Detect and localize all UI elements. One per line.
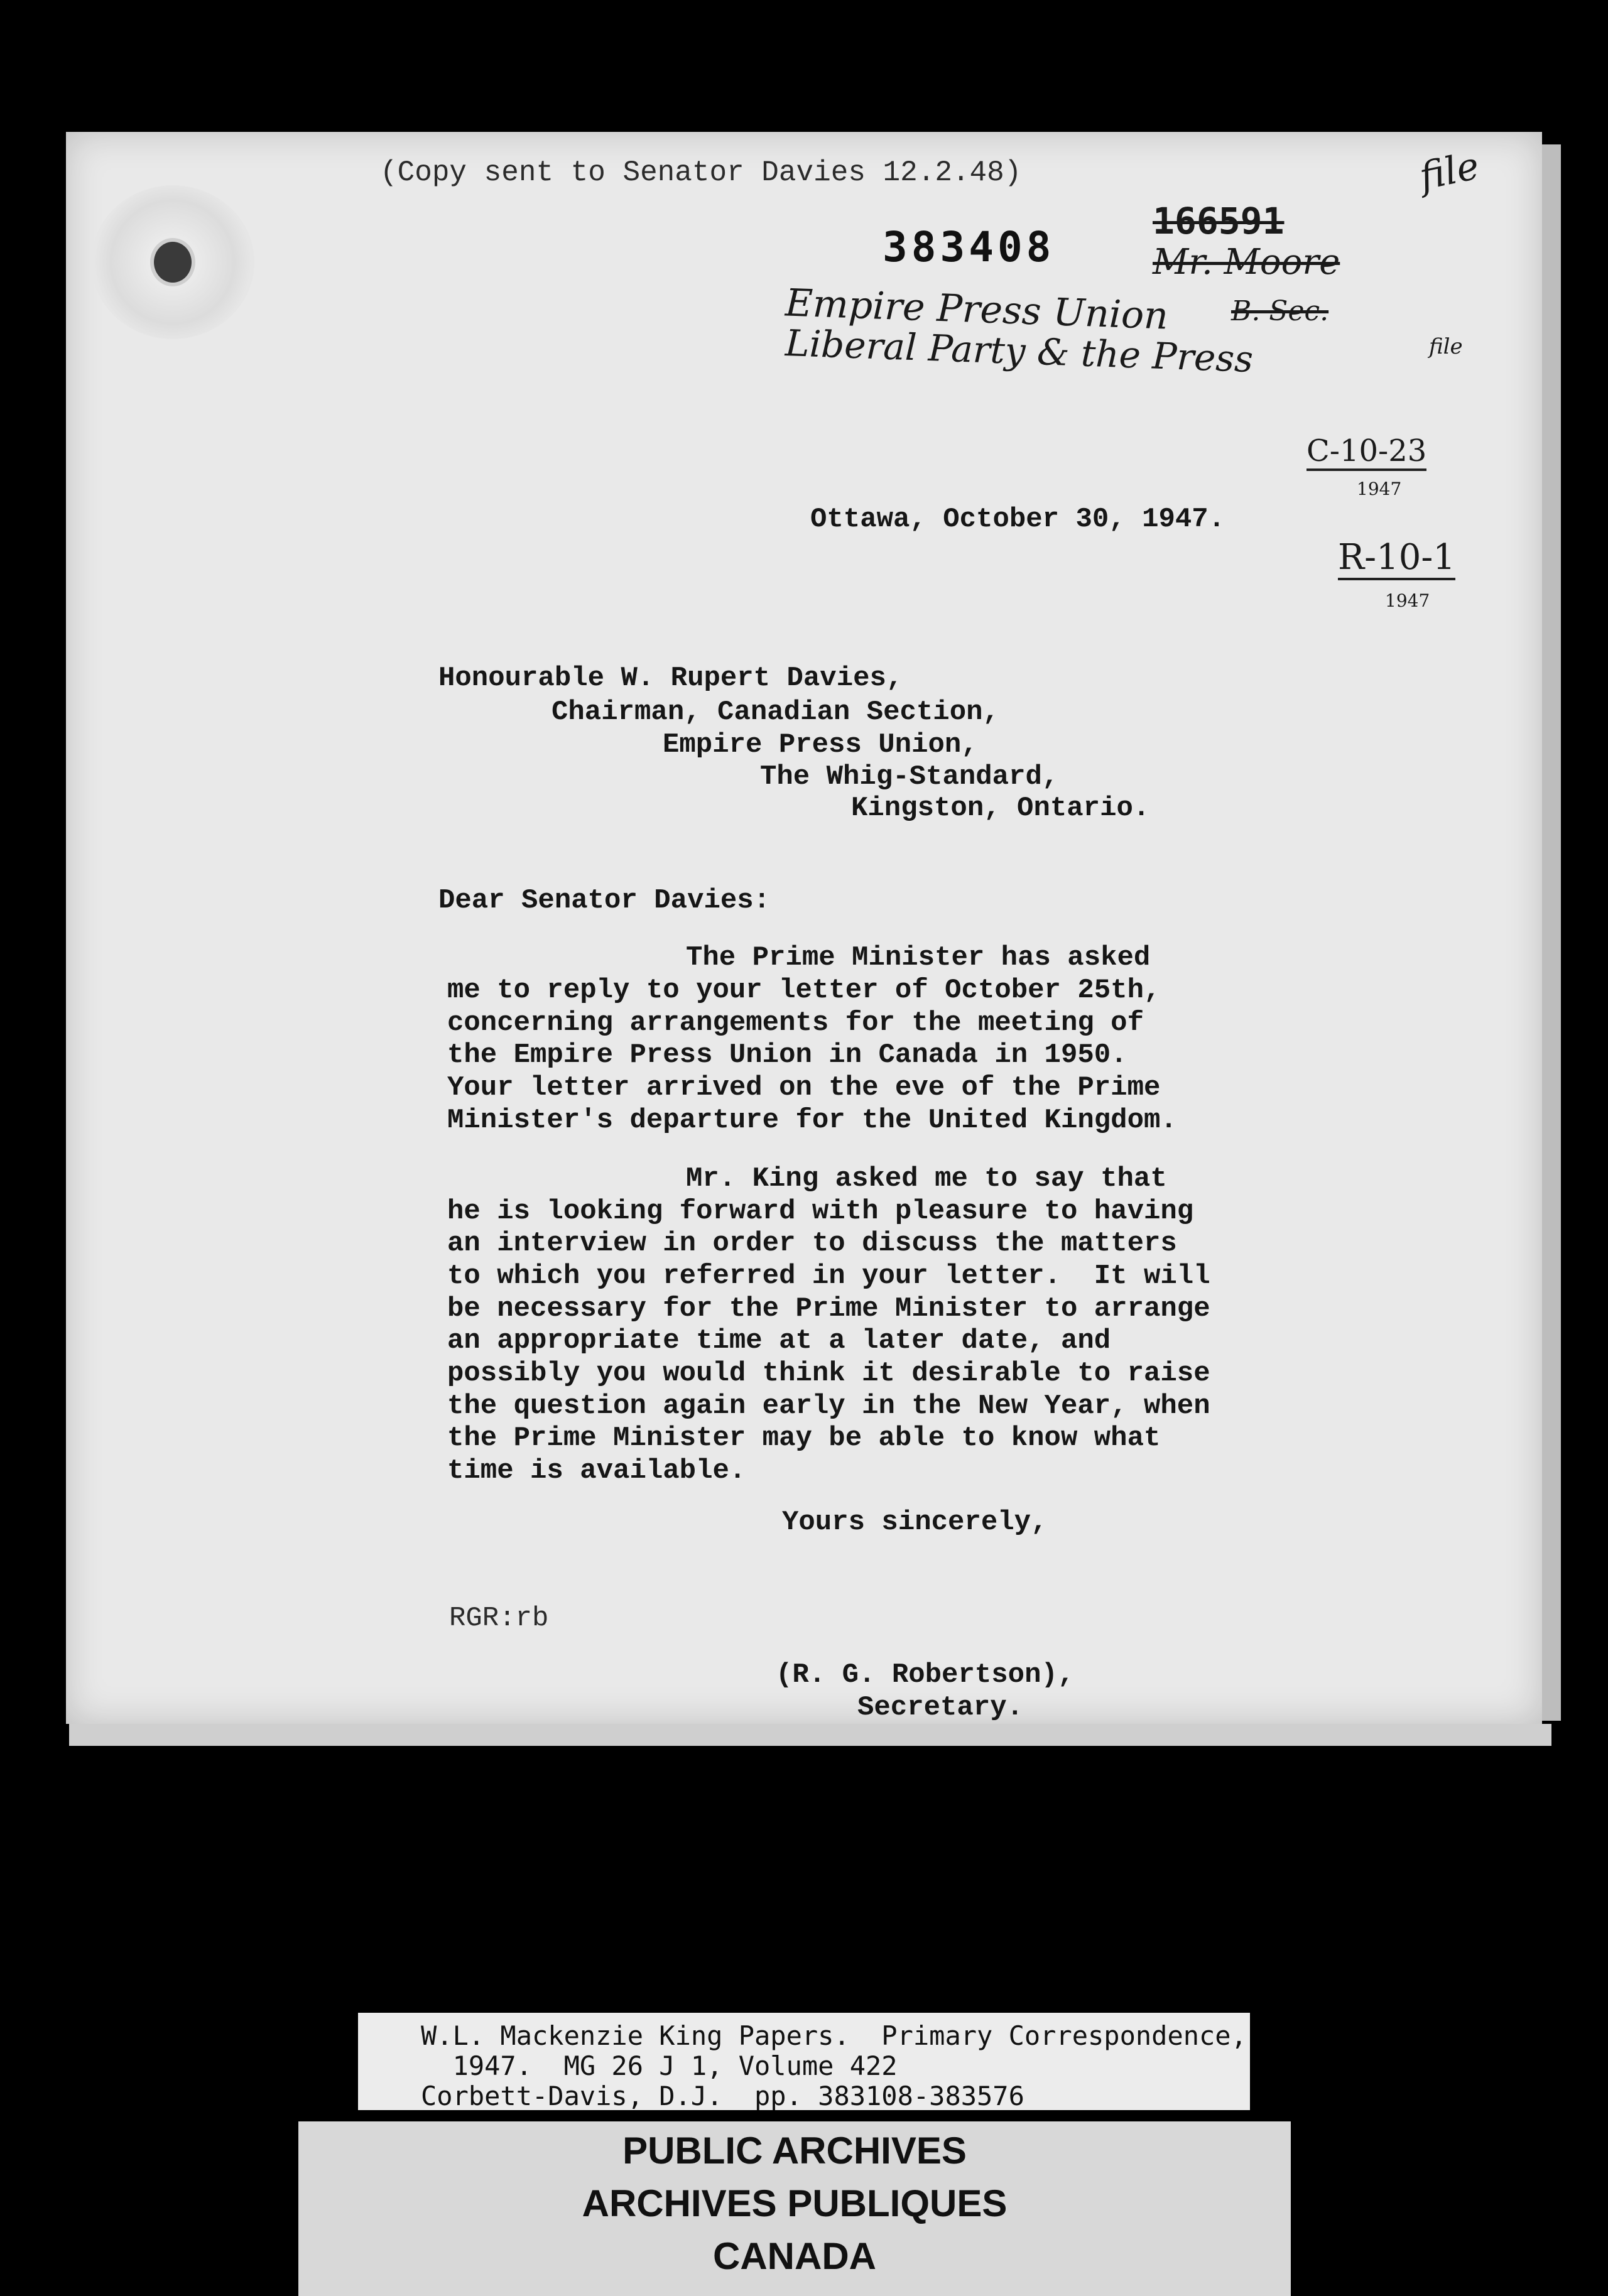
file-code-1-year: 1947: [1357, 479, 1402, 499]
letter-page: [66, 132, 1542, 1724]
salutation: Dear Senator Davies:: [438, 885, 771, 916]
typist-initials: RGR:rb: [449, 1603, 549, 1634]
document-number: 383408: [883, 223, 1055, 271]
copy-note: (Copy sent to Senator Davies 12.2.48): [380, 156, 1022, 189]
file-code-1: C-10-23: [1306, 433, 1426, 471]
page-edge: [1542, 144, 1561, 1721]
paragraph-line: possibly you would think it desirable to raise: [447, 1358, 1210, 1389]
address-line: Honourable W. Rupert Davies,: [438, 663, 903, 694]
handwritten-subject-1-struck: B. Sec.: [1231, 295, 1329, 327]
address-line: Empire Press Union,: [663, 729, 978, 761]
paragraph-line: an interview in order to discuss the matters: [447, 1228, 1177, 1259]
handwritten-subject-2: Liberal Party & the Press: [785, 322, 1254, 381]
paragraph-line: Mr. King asked me to say that: [686, 1163, 1167, 1194]
paragraph-line: he is looking forward with pleasure to having: [447, 1196, 1194, 1227]
paragraph-line: time is available.: [447, 1455, 746, 1486]
paragraph-line: be necessary for the Prime Minister to arrange: [447, 1293, 1210, 1324]
date-line: Ottawa, October 30, 1947.: [810, 504, 1225, 535]
handwritten-margin-note: file: [1429, 334, 1463, 359]
paragraph-line: the Empire Press Union in Canada in 1950.: [447, 1039, 1127, 1071]
archive-label-line: Corbett-Davis, D.J. pp. 383108-383576: [421, 2081, 1024, 2111]
file-code-2: R-10-1: [1338, 537, 1455, 580]
file-code-2-year: 1947: [1385, 590, 1430, 611]
archive-stamp-line: PUBLIC ARCHIVES: [622, 2130, 967, 2172]
struck-number: 166591: [1153, 200, 1285, 242]
punch-hole: [154, 242, 192, 283]
archive-label-line: 1947. MG 26 J 1, Volume 422: [421, 2050, 898, 2081]
paragraph-line: concerning arrangements for the meeting of: [447, 1007, 1144, 1039]
signer-title: Secretary.: [857, 1692, 1024, 1723]
address-line: Kingston, Ontario.: [851, 793, 1150, 824]
paragraph-line: the Prime Minister may be able to know what: [447, 1422, 1161, 1454]
page-bottom-edge: [69, 1724, 1551, 1746]
archive-stamp-line: CANADA: [713, 2235, 876, 2277]
archive-stamp: [298, 2121, 1291, 2296]
address-line: The Whig-Standard,: [760, 761, 1059, 793]
handwritten-file-note: file: [1415, 143, 1483, 200]
archive-label-line: W.L. Mackenzie King Papers. Primary Correspondence,: [421, 2020, 1247, 2051]
paragraph-line: Minister's departure for the United Kingdom.: [447, 1105, 1177, 1136]
closing: Yours sincerely,: [782, 1507, 1048, 1538]
struck-name: Mr. Moore: [1153, 242, 1340, 283]
paragraph-line: The Prime Minister has asked: [686, 942, 1151, 973]
paragraph-line: to which you referred in your letter. It will: [447, 1260, 1210, 1292]
paragraph-line: Your letter arrived on the eve of the Prime: [447, 1072, 1161, 1103]
handwritten-subject-1: Empire Press Union: [784, 281, 1169, 338]
signer-name: (R. G. Robertson),: [776, 1659, 1075, 1691]
paragraph-line: me to reply to your letter of October 25th,: [447, 975, 1161, 1006]
address-line: Chairman, Canadian Section,: [551, 696, 999, 728]
archive-stamp-line: ARCHIVES PUBLIQUES: [582, 2182, 1008, 2224]
paragraph-line: an appropriate time at a later date, and: [447, 1325, 1111, 1356]
archive-reference-label: [358, 2013, 1250, 2110]
paragraph-line: the question again early in the New Year, when: [447, 1390, 1210, 1422]
